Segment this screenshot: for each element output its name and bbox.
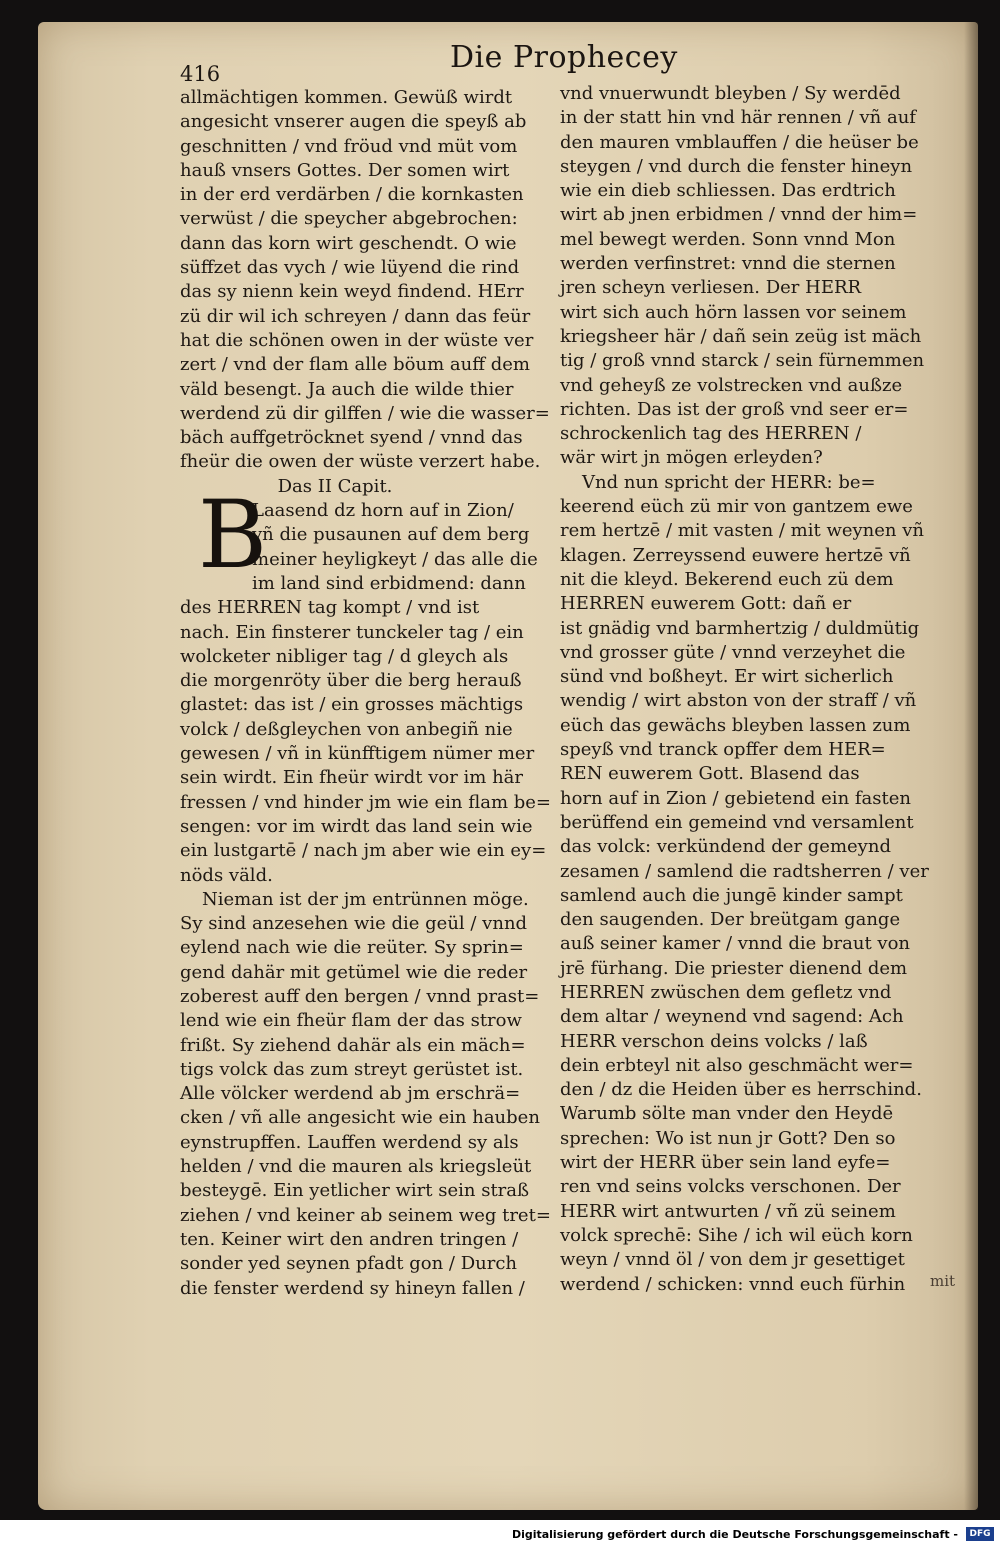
text-line: dein erbteyl nit also geschmächt wer= — [560, 1054, 914, 1076]
text-line: HERR verschon deins volcks / laß — [560, 1030, 868, 1052]
text-line: werden verfinstret: vnnd die sternen — [560, 253, 896, 275]
text-line: wirt ab jnen erbidmen / vnnd der him= — [560, 204, 918, 226]
text-line: hauß vnsers Gottes. Der somen wirt — [180, 159, 510, 181]
text-line: tig / groß vnnd starck / sein fürnemmen — [560, 350, 925, 372]
text-line: das volck: verkündend der gemeynd — [560, 836, 891, 858]
text-line: sein wirdt. Ein fheür wirdt vor im här — [180, 767, 524, 789]
text-line: bäch auffgetröcknet syend / vnnd das — [180, 427, 523, 449]
right-text-b — [560, 471, 940, 1297]
text-line: ein lustgartē / nach jm aber wie ein ey= — [180, 840, 547, 862]
drop-cap-initial: B — [198, 481, 268, 591]
text-line: Sy sind anzesehen wie die geül / vnnd — [180, 913, 528, 935]
text-line: rem hertzē / mit vasten / mit weynen vñ — [560, 520, 925, 542]
text-line: in der statt hin vnd här rennen / vñ auf — [560, 107, 916, 129]
catchword: mit — [930, 1272, 956, 1290]
text-line: keerend eüch zü mir von gantzem ewe — [560, 496, 913, 518]
text-line: glastet: das ist / ein grosses mächtigs — [180, 694, 524, 716]
text-line: zesamen / samlend die radtsherren / ver — [560, 860, 929, 882]
dfg-logo: DFG — [966, 1527, 994, 1541]
text-line: meiner heyligkeyt / das alle die — [252, 548, 538, 570]
text-line: nach. Ein finsterer tunckeler tag / ein — [180, 621, 524, 643]
text-line: angesicht vnserer augen die speyß ab — [180, 111, 527, 133]
text-line: nit die kleyd. Bekerend euch zü dem — [560, 568, 894, 590]
text-line: den / dz die Heiden über es herrschind. — [560, 1079, 922, 1101]
text-line: sprechen: Wo ist nun jr Gott? Den so — [560, 1127, 896, 1149]
text-line: horn auf in Zion / gebietend ein fasten — [560, 787, 911, 809]
chapter-heading: Das II Capit. — [277, 475, 393, 497]
text-line: geschnitten / vnd fröud vnd müt vom — [180, 135, 518, 157]
text-line: wirt sich auch hörn lassen vor seinem — [560, 301, 907, 323]
right-text-a — [560, 82, 940, 471]
text-line: sengen: vor im wirdt das land sein wie — [180, 815, 533, 837]
text-line: berüffend ein gemeind vnd versamlent — [560, 811, 914, 833]
text-line: im land sind erbidmend: dann — [252, 572, 526, 594]
text-line: ziehen / vnd keiner ab seinem weg tret= — [180, 1204, 551, 1226]
text-line: väld besengt. Ja auch die wilde thier — [180, 378, 514, 400]
text-line: werdend zü dir gilffen / wie die wasser= — [180, 402, 550, 424]
text-line: gewesen / vñ in künfftigem nümer mer — [180, 743, 535, 765]
left-column — [180, 86, 560, 1301]
text-line: des HERREN tag kompt / vnd ist — [180, 597, 480, 619]
page-number: 416 — [180, 62, 221, 86]
footer-bar — [0, 1520, 1000, 1550]
text-line: HERREN euwerem Gott: dañ er — [560, 593, 852, 615]
text-line: volck / deßgleychen von anbegiñ nie — [180, 718, 513, 740]
text-line: Alle völcker werdend ab jm erschrä= — [180, 1083, 521, 1105]
text-line: wolcketer nibliger tag / d gleych als — [180, 645, 509, 667]
text-line: zoberest auff den bergen / vnnd prast= — [180, 985, 540, 1007]
text-line: die fenster werdend sy hineyn fallen / — [180, 1277, 525, 1299]
text-line: die morgenröty über die berg herauß — [180, 670, 522, 692]
text-line: Warumb sölte man vnder den Heydē — [560, 1103, 894, 1125]
running-head: Die Prophecey — [450, 40, 678, 75]
text-line: tigs volck das zum streyt gerüstet ist. — [180, 1058, 524, 1080]
text-line: Vnd nun spricht der HERR: be= — [582, 471, 876, 493]
text-line: zü dir wil ich schreyen / dann das feür — [180, 305, 531, 327]
text-line: in der erd verdärben / die kornkasten — [180, 184, 524, 206]
text-line: vnd grosser güte / vnnd verzeyhet die — [560, 641, 906, 663]
text-line: weyn / vnnd öl / von dem jr gesettiget — [560, 1249, 905, 1271]
text-line: cken / vñ alle angesicht wie ein hauben — [180, 1107, 540, 1129]
text-line: sünd vnd boßheyt. Er wirt sicherlich — [560, 666, 894, 688]
left-text-para2 — [180, 888, 560, 1301]
text-line: REN euwerem Gott. Blasend das — [560, 763, 860, 785]
text-line: das sy nienn kein weyd findend. HErr — [180, 281, 524, 303]
funding-credit: Digitalisierung gefördert durch die Deutsche Forschungsgemeinschaft - — [511, 1528, 958, 1541]
text-line: jren scheyn verliesen. Der HERR — [560, 277, 862, 299]
text-line: speyß vnd tranck opffer dem HER= — [560, 739, 886, 761]
text-line: auß seiner kamer / vnnd die braut von — [560, 933, 911, 955]
text-line: hat die schönen owen in der wüste ver — [180, 329, 534, 351]
text-line: eüch das gewächs bleyben lassen zum — [560, 714, 911, 736]
text-line: fheür die owen der wüste verzert habe. — [180, 451, 541, 473]
text-line: dem altar / weynend vnd sagend: Ach — [560, 1006, 904, 1028]
text-line: süffzet das vych / wie lüyend die rind — [180, 257, 520, 279]
text-line: vnd geheyß ze volstrecken vnd außze — [560, 374, 903, 396]
text-line: Nieman ist der jm entrünnen möge. — [202, 888, 529, 910]
text-line: richten. Das ist der groß vnd seer er= — [560, 398, 909, 420]
text-line: lend wie ein fheür flam der das strow — [180, 1010, 522, 1032]
text-line: dann das korn wirt geschendt. O wie — [180, 232, 517, 254]
text-line: klagen. Zerreyssend euwere hertzē vñ — [560, 544, 911, 566]
text-line: jrē fürhang. Die priester dienend dem — [560, 957, 908, 979]
text-line: zert / vnd der flam alle böum auff dem — [180, 354, 530, 376]
text-line: ten. Keiner wirt den andren tringen / — [180, 1228, 519, 1250]
text-line: gend dahär mit getümel wie die reder — [180, 961, 528, 983]
text-line: frißt. Sy ziehend dahär als ein mäch= — [180, 1034, 526, 1056]
text-line: den saugenden. Der breütgam gange — [560, 909, 901, 931]
text-line: HERR wirt antwurten / vñ zü seinem — [560, 1200, 896, 1222]
text-line: besteygē. Ein yetlicher wirt sein straß — [180, 1180, 530, 1202]
text-line: fressen / vnd hinder jm wie ein flam be= — [180, 791, 552, 813]
text-line: wirt der HERR über sein land eyfe= — [560, 1152, 891, 1174]
text-line: ren vnd seins volcks verschonen. Der — [560, 1176, 901, 1198]
text-line: mel bewegt werden. Sonn vnnd Mon — [560, 228, 896, 250]
text-line: steygen / vnd durch die fenster hineyn — [560, 155, 913, 177]
text-line: vñ die pusaunen auf dem berg — [252, 524, 530, 546]
text-line: den mauren vmblauffen / die heüser be — [560, 131, 919, 153]
text-line: werdend / schicken: vnnd euch fürhin — [560, 1273, 906, 1295]
left-text-bottom — [180, 596, 560, 888]
text-line: wie ein dieb schliessen. Das erdtrich — [560, 180, 896, 202]
text-line: volck sprechē: Sihe / ich wil eüch korn — [560, 1224, 913, 1246]
text-line: wär wirt jn mögen erleyden? — [560, 447, 823, 469]
text-line: helden / vnd die mauren als kriegsleüt — [180, 1156, 532, 1178]
text-line: eynstrupffen. Lauffen werdend sy als — [180, 1131, 519, 1153]
right-column — [560, 82, 940, 1297]
text-line: nöds väld. — [180, 864, 273, 886]
text-line: Laasend dz horn auf in Zion/ — [252, 500, 514, 522]
text-line: vnd vnuerwundt bleyben / Sy werdēd — [560, 83, 901, 104]
text-line: sonder yed seynen pfadt gon / Durch — [180, 1253, 518, 1275]
text-line: verwüst / die speycher abgebrochen: — [180, 208, 518, 230]
text-line: allmächtigen kommen. Gewüß wirdt — [180, 87, 513, 108]
text-line: schrockenlich tag des HERREN / — [560, 423, 862, 445]
left-text-top — [180, 86, 560, 475]
text-line: ist gnädig vnd barmhertzig / duldmütig — [560, 617, 920, 639]
text-line: kriegsheer här / dañ sein zeüg ist mäch — [560, 325, 922, 347]
text-line: HERREN zwüschen dem gefletz vnd — [560, 981, 892, 1003]
text-line: eylend nach wie die reüter. Sy sprin= — [180, 937, 524, 959]
text-line: samlend auch die jungē kinder sampt — [560, 884, 903, 906]
text-line: wendig / wirt abston von der straff / vñ — [560, 690, 917, 712]
